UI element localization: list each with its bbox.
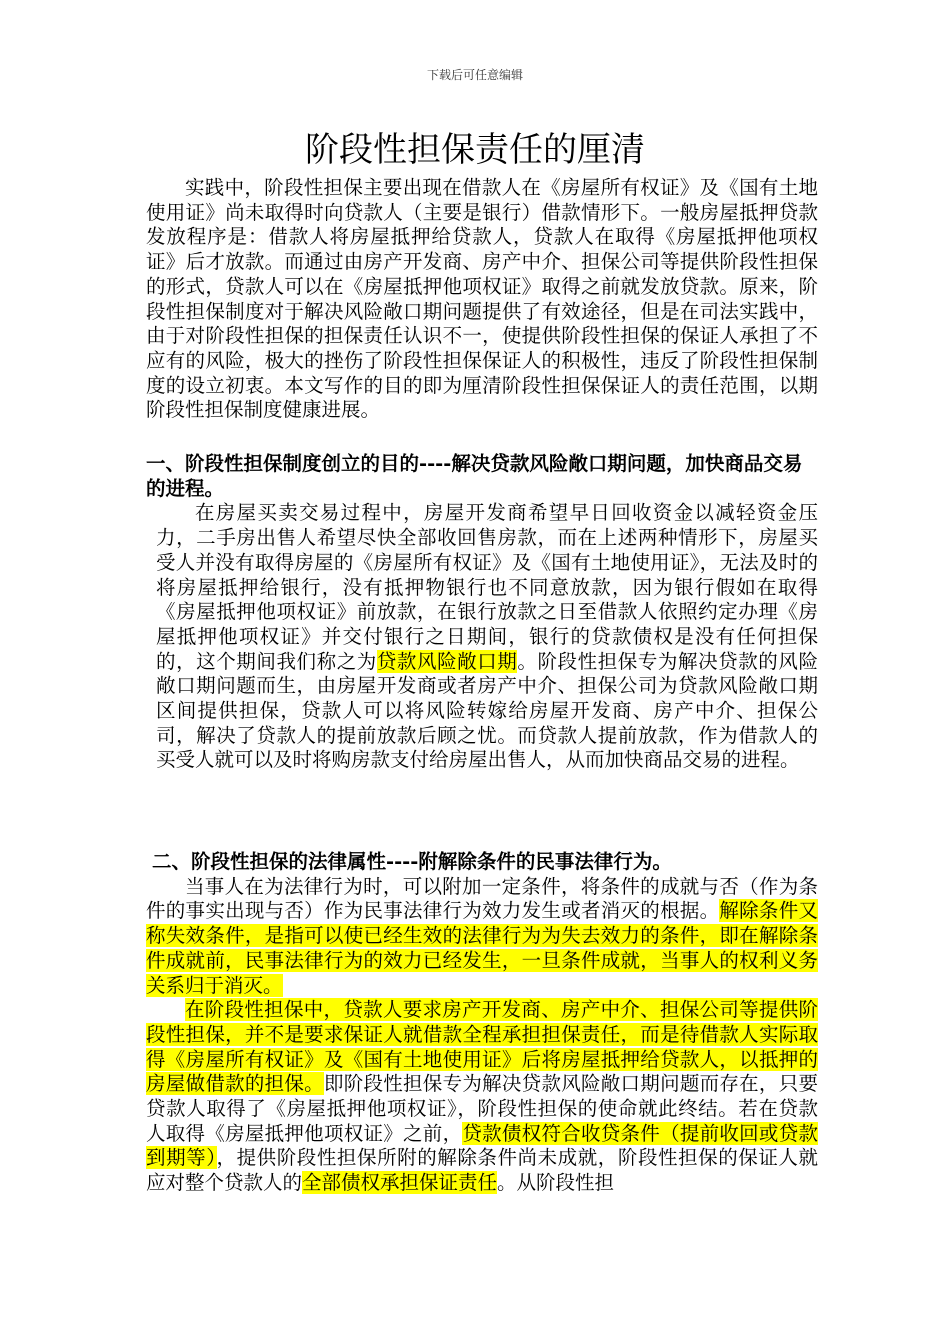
section-2-paragraph-1	[146, 875, 818, 999]
section-2-p2-text-c: 。从阶段性担	[497, 1171, 615, 1195]
section-2-p2-highlight-2: 贷款债权符合收贷条件（提前收回或贷款到期等）	[146, 1121, 818, 1170]
intro-paragraph: 实践中，阶段性担保主要出现在借款人在《房屋所有权证》及《国有土地使用证》尚未取得时向贷款人（主要是银行）借款情形下。一般房屋抵押贷款发放程序是：借款人将房屋抵押给贷款人，贷款人在取得《房屋抵押他项权证》后才放款。而通过由房产开发商、房产中介、担保公司等提供阶段性担保的形式，贷款人可以在《房屋抵押他项权证》取得之前就发放贷款。原来，阶段性担保制度对于解决风险敞口期问题提供了有效途径，但是在司法实践中，由于对阶段性担保的担保责任认识不一，使提供阶段性担保的保证人承担了不应有的风险，极大的挫伤了阶段性担保保证人的积极性，违反了阶段性担保制度的设立初衷。本文写作的目的即为厘清阶段性担保保证人的责任范围，以期阶段性担保制度健康进展。	[146, 176, 818, 422]
section-1	[146, 452, 818, 773]
section-2-p2-text-b: ，提供阶段性担保所附的解除条件尚未成就，阶段性担保的保证人就应对整个贷款人的	[146, 1146, 818, 1195]
intro-block	[146, 176, 818, 423]
section-2	[146, 850, 818, 1196]
section-2-heading: 二、阶段性担保的法律属性----附解除条件的民事法律行为。	[152, 850, 672, 873]
section-2-p1-text: 当事人在为法律行为时，可以附加一定条件，将条件的成就与否（作为条件的事实出现与否）作为民事法律行为效力发生或者消灭的根据。	[146, 874, 818, 923]
section-2-p1-highlight: 解除条件又称失效条件，是指可以使已经生效的法律行为为失去效力的条件，即在解除条件成就前，民事法律行为的效力已经发生，一旦条件成就，当事人的权利义务关系归于消灭。	[146, 899, 818, 997]
section-1-text-a: 在房屋买卖交易过程中，房屋开发商希望早日回收资金以减轻资金压力，二手房出售人希望尽快全部收回售房款，而在上述两种情形下，房屋买受人并没有取得房屋的《房屋所有权证》及《国有土地使用证》，无法及时的将房屋抵押给银行，没有抵押物银行也不同意放款，因为银行假如在取得《房屋抵押他项权证》前放款，在银行放款之日至借款人依照约定办理《房屋抵押他项权证》并交付银行之日期间，银行的贷款债权是没有任何担保的，这个期间我们称之为	[156, 501, 818, 673]
section-2-p2-text-a: 即阶段性担保专为解决贷款风险敞口期问题而存在，只要贷款人取得了《房屋抵押他项权证》，阶段性担保的使命就此终结。若在贷款人取得《房屋抵押他项权证》之前，	[146, 1072, 818, 1145]
section-2-paragraph-2	[146, 998, 818, 1196]
document-title: 阶段性担保责任的厘清	[305, 130, 645, 170]
section-1-heading: 一、阶段性担保制度创立的目的----解决贷款风险敞口期问题，加快商品交易的进程。	[146, 452, 803, 500]
section-1-text-b: 。阶段性担保专为解决贷款的风险敞口期问题而生，由房屋开发商或者房产中介、担保公司为贷款风险敞口期区间提供担保，贷款人可以将风险转嫁给房屋开发商、房产中介、担保公司，解决了贷款人的提前放款后顾之忧。而贷款人提前放款，作为借款人的买受人就可以及时将购房款支付给房屋出售人，从而加快商品交易的进程。	[156, 649, 818, 772]
section-1-paragraph	[146, 501, 818, 773]
section-2-p2-highlight-1: 在阶段性担保中，贷款人要求房产开发商、房产中介、担保公司等提供阶段性担保，并不是要求保证人就借款全程承担担保责任，而是待借款人实际取得《房屋所有权证》及《国有土地使用证》后将房屋抵押给贷款人，以抵押的房屋做借款的担保。	[146, 998, 818, 1096]
section-1-highlight: 贷款风险敞口期	[376, 649, 518, 673]
header-note: 下载后可任意编辑	[426, 68, 523, 82]
section-2-p2-highlight-3: 全部债权承担保证责任	[302, 1171, 498, 1195]
